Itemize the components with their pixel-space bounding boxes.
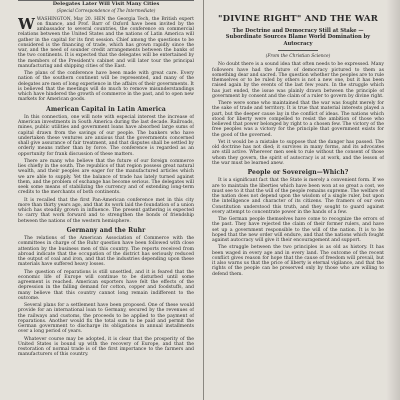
- headline-rule: [278, 50, 318, 51]
- paragraph: The relations of the American Association of Commerce with the committees in charge of the Ruhr question have been followed with close attention by the business men of this country. The reports received from abroad indicate that the occupation of the district has seriously reduced the output of coal and iron, and that the industries depending upon these materials have suffered heavy losses.: [18, 236, 194, 268]
- column-divider: [203, 0, 204, 400]
- paragraph: There are many who believe that the future of our foreign commerce lies chiefly in the south. The republics of that region possess great natural wealth, and their peoples are eager for the manufactured articles which we are able to supply. Yet the balance of trade has lately turned against them, and the problem of exchange has become serious. The delegates will seek some means of stabilizing the currency and of extending long-term credits to the merchants of both continents.: [18, 158, 194, 196]
- article-deck: The Doctrine and Democracy Still at Stake — Subordinate Sources Blame World Domination by Autocracy: [225, 28, 371, 47]
- article-byline: (From the Christian Science): [265, 54, 331, 60]
- paragraph: It is a significant fact that the State is merely a convenient form. If we are to maintain the liberties which have been won at so great a cost, we must see to it that the will of the people remains supreme. The welfare of the nation does not depend upon the wisdom of a single ruler, but upon the intelligence and character of its citizens. The framers of our own Constitution understood this truth, and they sought to guard against every attempt to concentrate power in the hands of a few.: [212, 178, 384, 215]
- paragraph: Several plans for a settlement have been proposed. One of these would provide for an international loan to Germany, secured by the revenues of the railways and customs, the proceeds to be applied to the payment of reparations. Another would fix the total sum to be paid and permit the German government to discharge its obligations in annual installments over a long period of years.: [18, 303, 194, 335]
- lead-paragraph: HEN the Georgia Tech, the British expert on finance, and Prof. Barr of Oxford have been invited by the ambassador to several countries, the conference on commercial relations between the United States and the nations of Latin America will gather in the capital for its first session. Chief among the questions to be considered is the financing of trade, which has grown rapidly since the war, and the need of sounder credit arrangements between the banks of the two continents. It is expected that the delegates will be entertained by the members of the President's cabinet and will later tour the principal manufacturing and shipping cities of the East.: [18, 16, 194, 69]
- subheading-germany-ruhr: Germany and the Ruhr: [66, 226, 146, 234]
- left-column: [18, 0, 194, 400]
- article-headline: "DIVINE RIGHT" AND THE WAR: [218, 14, 378, 24]
- paragraph: The struggle between the two principles is as old as history. It has been waged in every age and in every land. The outcome of the recent conflict gives reason for hope that the cause of freedom will prevail, but it also warns us that the price of liberty is eternal vigilance, and that the rights of the people can be preserved only by those who are willing to defend them.: [212, 245, 384, 277]
- paragraph: No doubt there is a sound idea that often needs to be expressed. Many followers have had the future of democracy pictured to them as something dear and sacred. The question whether the peoples are to rule themselves or to be ruled by others is not a new one, but it has been raised again by the events of the last few years. In the struggle which has just ended, the issue was plainly drawn between the principle of government by consent and the claim of a ruler to govern by divine right.: [212, 62, 384, 99]
- paragraph: Whatever course may be adopted, it is clear that the prosperity of the United States is bound up with the recovery of Europe, and that the restoration of normal trade is of the first importance to the farmers and manufacturers of this country.: [18, 336, 194, 358]
- paragraph: It is recalled that the first Pan-American conference met in this city more than thirty years ago, and that its work laid the foundation of a union which has steadily grown in influence. The present gathering is expected to carry that work forward and to strengthen the bonds of friendship between the nations of the western hemisphere.: [18, 197, 194, 224]
- subheading-people-or-sovereign: People or Sovereign—Which?: [247, 169, 349, 177]
- paragraph: The German people themselves have come to recognize the errors of the past. They have rejected the claim of their former rulers, and have set up a government responsible to the will of the nation. It is to be hoped that the new order will endure, and that the nations which fought against autocracy will give it their encouragement and support.: [212, 217, 384, 244]
- correspondence-byline: (Special Correspondence of The Intermediate): [56, 8, 156, 14]
- page-edge-shadow: [386, 0, 400, 400]
- paragraph: The plans of the conference have been made with great care. Every nation of the southern continent will be represented, and many of the delegates are men of long experience in the affairs of their governments. It is believed that the meetings will do much to remove misunderstandings which have hindered the growth of commerce in the past, and to open new markets for American goods.: [18, 71, 194, 103]
- top-headline: Delegates Later Will Visit Many Cities: [52, 1, 160, 7]
- paragraph: Yet it would be a mistake to suppose that the danger has passed. The old doctrine has not died; it survives in many forms, and its advocates are still active. Wherever men seek to rule without the consent of those whom they govern, the spirit of autocracy is at work, and the lesson of the war must be learned anew.: [212, 139, 384, 166]
- right-column: [212, 0, 384, 400]
- lead-paragraph-block: [18, 14, 194, 70]
- paragraph: There were some who maintained that the war was fought merely for the sake of trade and territory. It is true that material interests played a part, but the deeper cause lay in the conflict of ideas. The nations which stood for liberty were compelled to resist the ambition of those who believed that power belonged by right to a chosen few. The victory of the free peoples was a victory for the principle that government exists for the good of the governed.: [212, 101, 384, 138]
- paragraph: The question of reparations is still unsettled, and it is feared that the economic life of Europe will continue to be disturbed until some agreement is reached. American exporters have felt the effects of the depression in the falling demand for cotton, copper and foodstuffs, and many believe that this country cannot long remain indifferent to the outcome.: [18, 269, 194, 301]
- dateline: WASHINGTON, May 20.: [36, 16, 93, 22]
- drop-cap: W: [18, 14, 35, 33]
- paragraph: In this connection, one will note with especial interest the increase of American investments in South America during the last decade. Railroads, mines, public utilities and government loans have absorbed large sums of capital drawn from the savings of our people. The bankers who have undertaken these ventures are anxious that the governments concerned shall give assurance of fair treatment, and that disputes shall be settled by orderly means rather than by force. The conference is regarded as an opportunity for frank discussion of these matters.: [18, 114, 194, 157]
- subheading-american-capital: American Capital in Latin America: [46, 105, 166, 113]
